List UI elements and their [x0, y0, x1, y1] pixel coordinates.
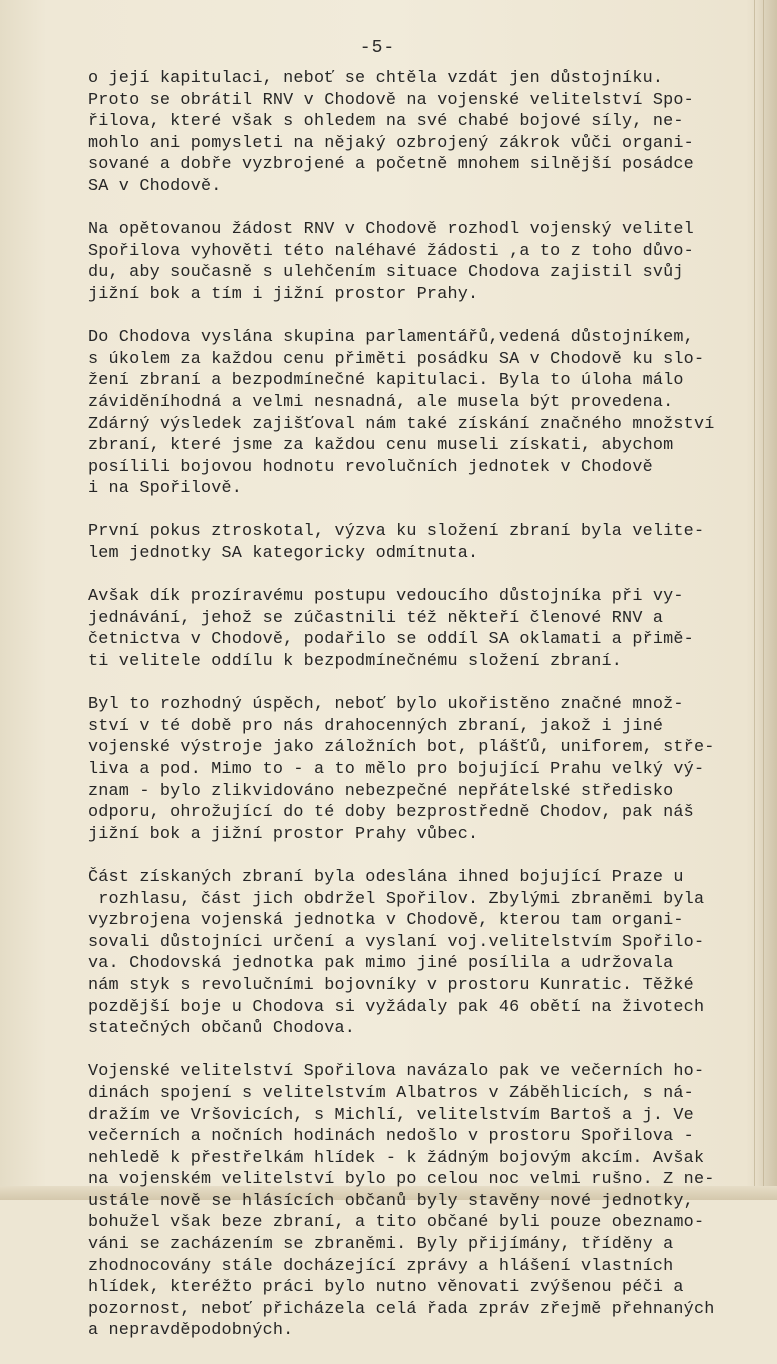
- text-line: ství v té době pro nás drahocenných zbraní, jakož i jiné: [88, 716, 664, 736]
- text-line: zbraní, které jsme za každou cenu museli získati, abychom: [88, 436, 674, 456]
- text-line: řilova, které však s ohledem na své chabé bojové síly, ne-: [88, 112, 684, 132]
- text-line: Na opětovanou žádost RNV v Chodově rozhodl vojenský velitel: [88, 220, 694, 240]
- text-line: sované a dobře vyzbrojené a početně mnohem silnější posádce: [88, 155, 694, 175]
- text-line: četnictva v Chodově, podařilo se oddíl SA oklamati a přimě-: [88, 630, 694, 650]
- text-line: žení zbraní a bezpodmínečné kapitulaci. Byla to úloha málo: [88, 371, 684, 391]
- text-line: jižní bok a tím i jižní prostor Prahy.: [88, 284, 479, 304]
- text-line: du, aby současně s ulehčením situace Chodova zajistil svůj: [88, 263, 684, 283]
- paragraph: [88, 586, 758, 672]
- text-line: o její kapitulaci, neboť se chtěla vzdát jen důstojníku.: [88, 69, 664, 88]
- text-line: liva a pod. Mimo to - a to mělo pro bojující Prahu velký vý-: [88, 760, 705, 779]
- text-line: ti velitele oddílu k bezpodmínečnému složení zbraní.: [88, 652, 623, 672]
- text-line: večerních a nočních hodinách nedošlo v prostoru Spořilova -: [88, 1127, 694, 1147]
- text-line: Byl to rozhodný úspěch, neboť bylo ukořistěno značné množ-: [88, 695, 684, 715]
- text-line: Část získaných zbraní byla odeslána ihned bojující Praze u: [88, 867, 684, 887]
- text-line: va. Chodovská jednotka pak mimo jiné posílila a udržovala: [88, 954, 674, 974]
- text-line: zhodnocovány stále docházející zprávy a hlášení vlastních: [88, 1256, 674, 1276]
- text-line: jižní bok a jižní prostor Prahy vůbec.: [88, 824, 479, 844]
- text-line: hlídek, kteréžto práci bylo nutno věnovati zvýšenou péči a: [88, 1278, 684, 1298]
- text-line: ustále nově se hlásících občanů byly stavěny nové jednotky,: [88, 1191, 694, 1211]
- text-line: statečných občanů Chodova.: [88, 1019, 356, 1039]
- text-line: dinách spojení s velitelstvím Albatros v Záběhlicích, s ná-: [88, 1083, 694, 1103]
- paragraph: [88, 327, 758, 500]
- text-line: rozhlasu, část jich obdržel Spořilov. Zbylými zbraněmi byla: [88, 889, 705, 909]
- text-line: jednávání, jehož se zúčastnili též někteří členové RNV a: [88, 608, 664, 628]
- text-line: a nepravděpodobných.: [88, 1321, 294, 1341]
- text-line: Vojenské velitelství Spořilova navázalo pak ve večerních ho-: [88, 1062, 705, 1082]
- text-line: s úkolem za každou cenu přiměti posádku SA v Chodově ku slo-: [88, 349, 705, 369]
- text-line: sovali důstojníci určení a vyslaní voj.velitelstvím Spořilo-: [88, 932, 705, 952]
- text-line: Zdárný výsledek zajišťoval nám také získání značného množství: [88, 414, 715, 434]
- text-line: Avšak dík prozíravému postupu vedoucího důstojníka při vy-: [88, 587, 684, 607]
- text-line: Proto se obrátil RNV v Chodově na vojenské velitelství Spo-: [88, 90, 694, 110]
- text-line: mohlo ani pomysleti na nějaký ozbrojený zákrok vůči organi-: [88, 133, 694, 153]
- text-line: nám styk s revolučními bojovníky v prostoru Kunratic. Těžké: [88, 975, 694, 995]
- text-line: i na Spořilově.: [88, 479, 243, 499]
- paragraph: [88, 867, 758, 1040]
- paragraph: [88, 694, 758, 845]
- text-line: pozornost, neboť přicházela celá řada zpráv zřejmě přehnaných: [88, 1299, 715, 1319]
- text-line: odporu, ohrožující do té doby bezprostředně Chodov, pak náš: [88, 803, 694, 823]
- text-line: na vojenském velitelství bylo po celou noc velmi rušno. Z ne-: [88, 1170, 715, 1190]
- text-line: lem jednotky SA kategoricky odmítnuta.: [88, 544, 479, 564]
- text-line: znam - bylo zlikvidováno nebezpečné nepřátelské středisko: [88, 781, 674, 801]
- text-line: pozdější boje u Chodova si vyžádaly pak 46 obětí na životech: [88, 997, 705, 1017]
- text-line: První pokus ztroskotal, výzva ku složení zbraní byla velite-: [88, 522, 705, 542]
- text-line: váni se zacházením se zbraněmi. Byly přijímány, tříděny a: [88, 1235, 674, 1255]
- text-line: nehledě k přestřelkám hlídek - k žádným bojovým akcím. Avšak: [88, 1148, 705, 1168]
- page-number: -5-: [359, 38, 396, 58]
- text-line: dražím ve Vršovicích, s Michlí, velitelstvím Bartoš a j. Ve: [88, 1105, 694, 1125]
- paragraph: [88, 68, 758, 198]
- document-body: [88, 68, 758, 1364]
- text-line: vyzbrojena vojenská jednotka v Chodově, kterou tam organi-: [88, 911, 684, 931]
- text-line: SA v Chodově.: [88, 176, 222, 196]
- paragraph: [88, 1061, 758, 1342]
- paragraph: [88, 521, 758, 564]
- text-line: vojenské výstroje jako záložních bot, plášťů, uniforem, stře-: [88, 738, 715, 758]
- text-line: Do Chodova vyslána skupina parlamentářů,vedená důstojníkem,: [88, 328, 694, 348]
- text-line: Spořilova vyhověti této naléhavé žádosti ,a to z toho důvo-: [88, 241, 694, 261]
- text-line: bohužel však beze zbraní, a tito občané byli pouze obeznamo-: [88, 1213, 705, 1233]
- text-line: záviděníhodná a velmi nesnadná, ale musela být provedena.: [88, 392, 674, 412]
- paragraph: [88, 219, 758, 305]
- text-line: posílili bojovou hodnotu revolučních jednotek v Chodově: [88, 457, 653, 477]
